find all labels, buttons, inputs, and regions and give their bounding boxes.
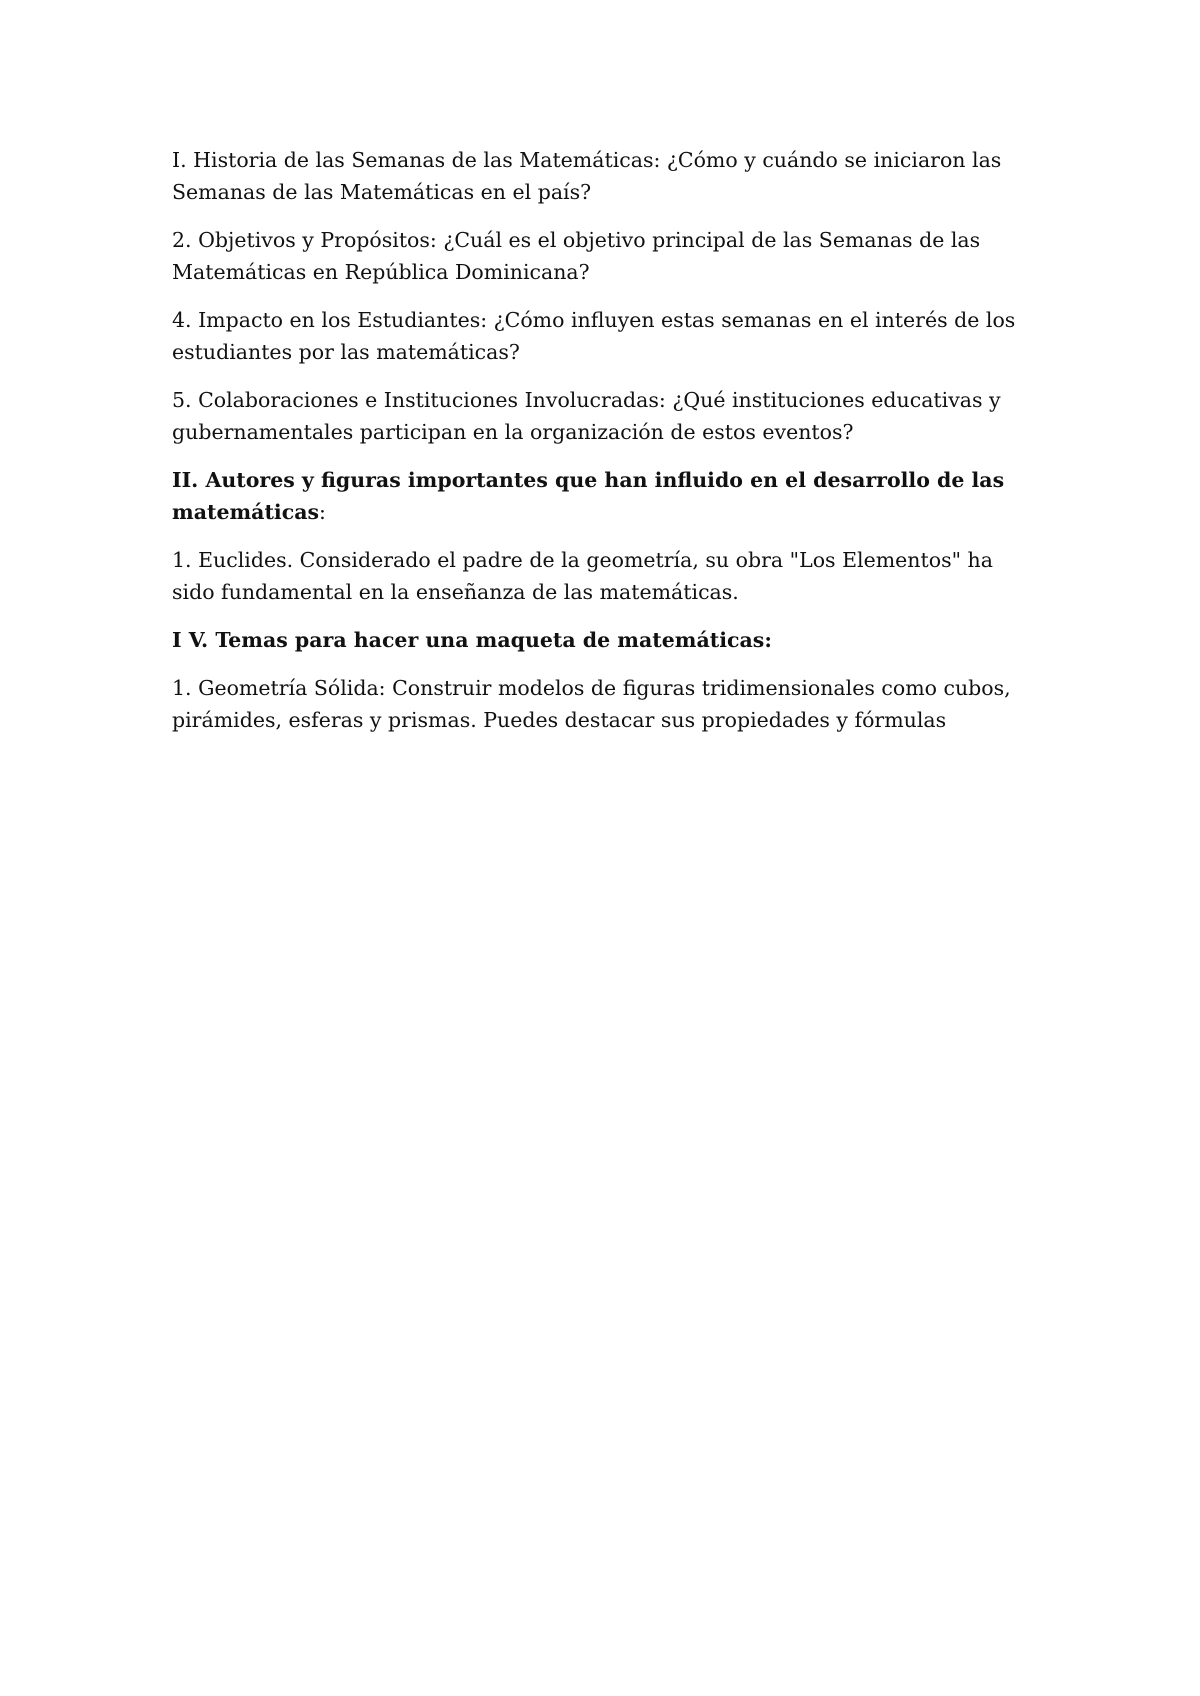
author-euclides: 1. Euclides. Considerado el padre de la geometría, su obra "Los Elementos" ha sido fundamental en la enseñanza de las matemáticas. [172,548,993,604]
document-body [172,144,1032,752]
section-heading-authors-colon: : [319,500,326,524]
question-objectives: 2. Objetivos y Propósitos: ¿Cuál es el objetivo principal de las Semanas de las Matemáticas en República Dominicana? [172,228,981,284]
section-heading-authors-text: II. Autores y figuras importantes que han influido en el desarrollo de las matemáticas [172,468,1005,524]
question-history: I. Historia de las Semanas de las Matemáticas: ¿Cómo y cuándo se iniciaron las Semanas de las Matemáticas en el país? [172,148,1002,204]
question-impact: 4. Impacto en los Estudiantes: ¿Cómo influyen estas semanas en el interés de los estudiantes por las matemáticas? [172,308,1016,364]
topic-solid-geometry: 1. Geometría Sólida: Construir modelos de figuras tridimensionales como cubos, pirámides, esferas y prismas. Puedes destacar sus propiedades y fórmulas [172,676,1011,732]
question-collaborations: 5. Colaboraciones e Instituciones Involucradas: ¿Qué instituciones educativas y gubernamentales participan en la organización de estos eventos? [172,388,1001,444]
section-heading-authors [172,464,1032,528]
section-heading-model-topics: I V. Temas para hacer una maqueta de matemáticas: [172,628,772,652]
